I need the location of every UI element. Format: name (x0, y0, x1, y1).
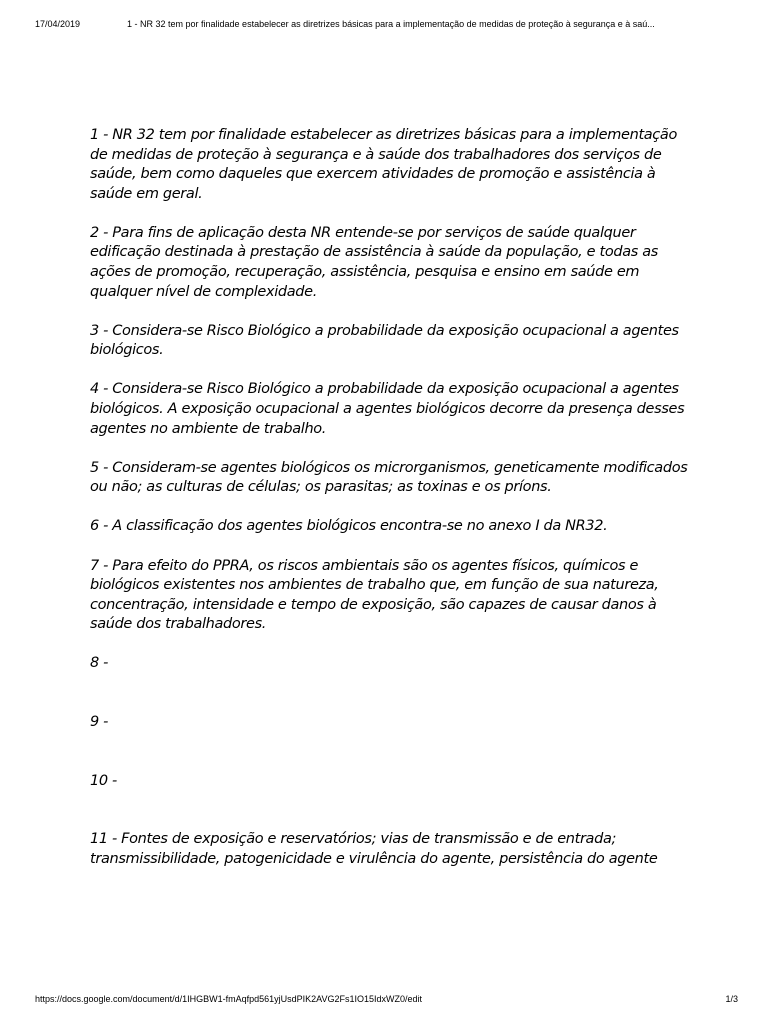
paragraph-7: 7 - Para efeito do PPRA, os riscos ambientais são os agentes físicos, químicos e biológicos existentes nos ambientes de trabalho que, em função de sua natureza, concentração, intensidade e tempo de exposição, são capazes de causar danos à saúde dos trabalhadores. (90, 557, 659, 633)
print-footer (35, 992, 738, 1006)
paragraph-8: 8 - (90, 655, 109, 672)
print-date: 17/04/2019 (35, 19, 81, 29)
document-body (90, 126, 690, 889)
page-number: 1/3 (725, 994, 738, 1004)
paragraph-11: 11 - Fontes de exposição e reservatórios; vias de transmissão e de entrada; transmissibilidade, patogenicidade e virulência do agente, persistência do agente (90, 831, 658, 867)
print-header (35, 17, 738, 31)
paragraph-6: 6 - A classificação dos agentes biológicos encontra-se no anexo I da NR32. (90, 518, 608, 535)
paragraph-10: 10 - (90, 772, 117, 789)
paragraph-4: 4 - Considera-se Risco Biológico a probabilidade da exposição ocupacional a agentes biológicos. A exposição ocupacional a agentes biológicos decorre da presença desses agentes no ambiente de trabalho. (90, 381, 685, 437)
paragraph-2: 2 - Para fins de aplicação desta NR entende-se por serviços de saúde qualquer edificação destinada à prestação de assistência à saúde da população, e todas as ações de promoção, recuperação, assistência, pesquisa e ensino em saúde em qualquer nível de complexidade. (90, 224, 658, 300)
document-title: 1 - NR 32 tem por finalidade estabelecer as diretrizes básicas para a implementação de medidas de proteção à segurança e à saú... (127, 19, 655, 29)
paragraph-5: 5 - Consideram-se agentes biológicos os microrganismos, geneticamente modificados ou não; as culturas de células; os parasitas; as toxinas e os príons. (90, 459, 688, 496)
paragraph-1: 1 - NR 32 tem por finalidade estabelecer as diretrizes básicas para a implementação de medidas de proteção à segurança e à saúde dos trabalhadores dos serviços de saúde, bem como daqueles que exercem atividades de promoção e assistência à saúde em geral. (90, 127, 677, 202)
paragraph-3: 3 - Considera-se Risco Biológico a probabilidade da exposição ocupacional a agentes biológicos. (90, 322, 679, 359)
document-url: https://docs.google.com/document/d/1IHGBW1-fmAqfpd561yjUsdPIK2AVG2Fs1IO15IdxWZ0/edit (35, 994, 423, 1004)
paragraph-9: 9 - (90, 713, 109, 730)
